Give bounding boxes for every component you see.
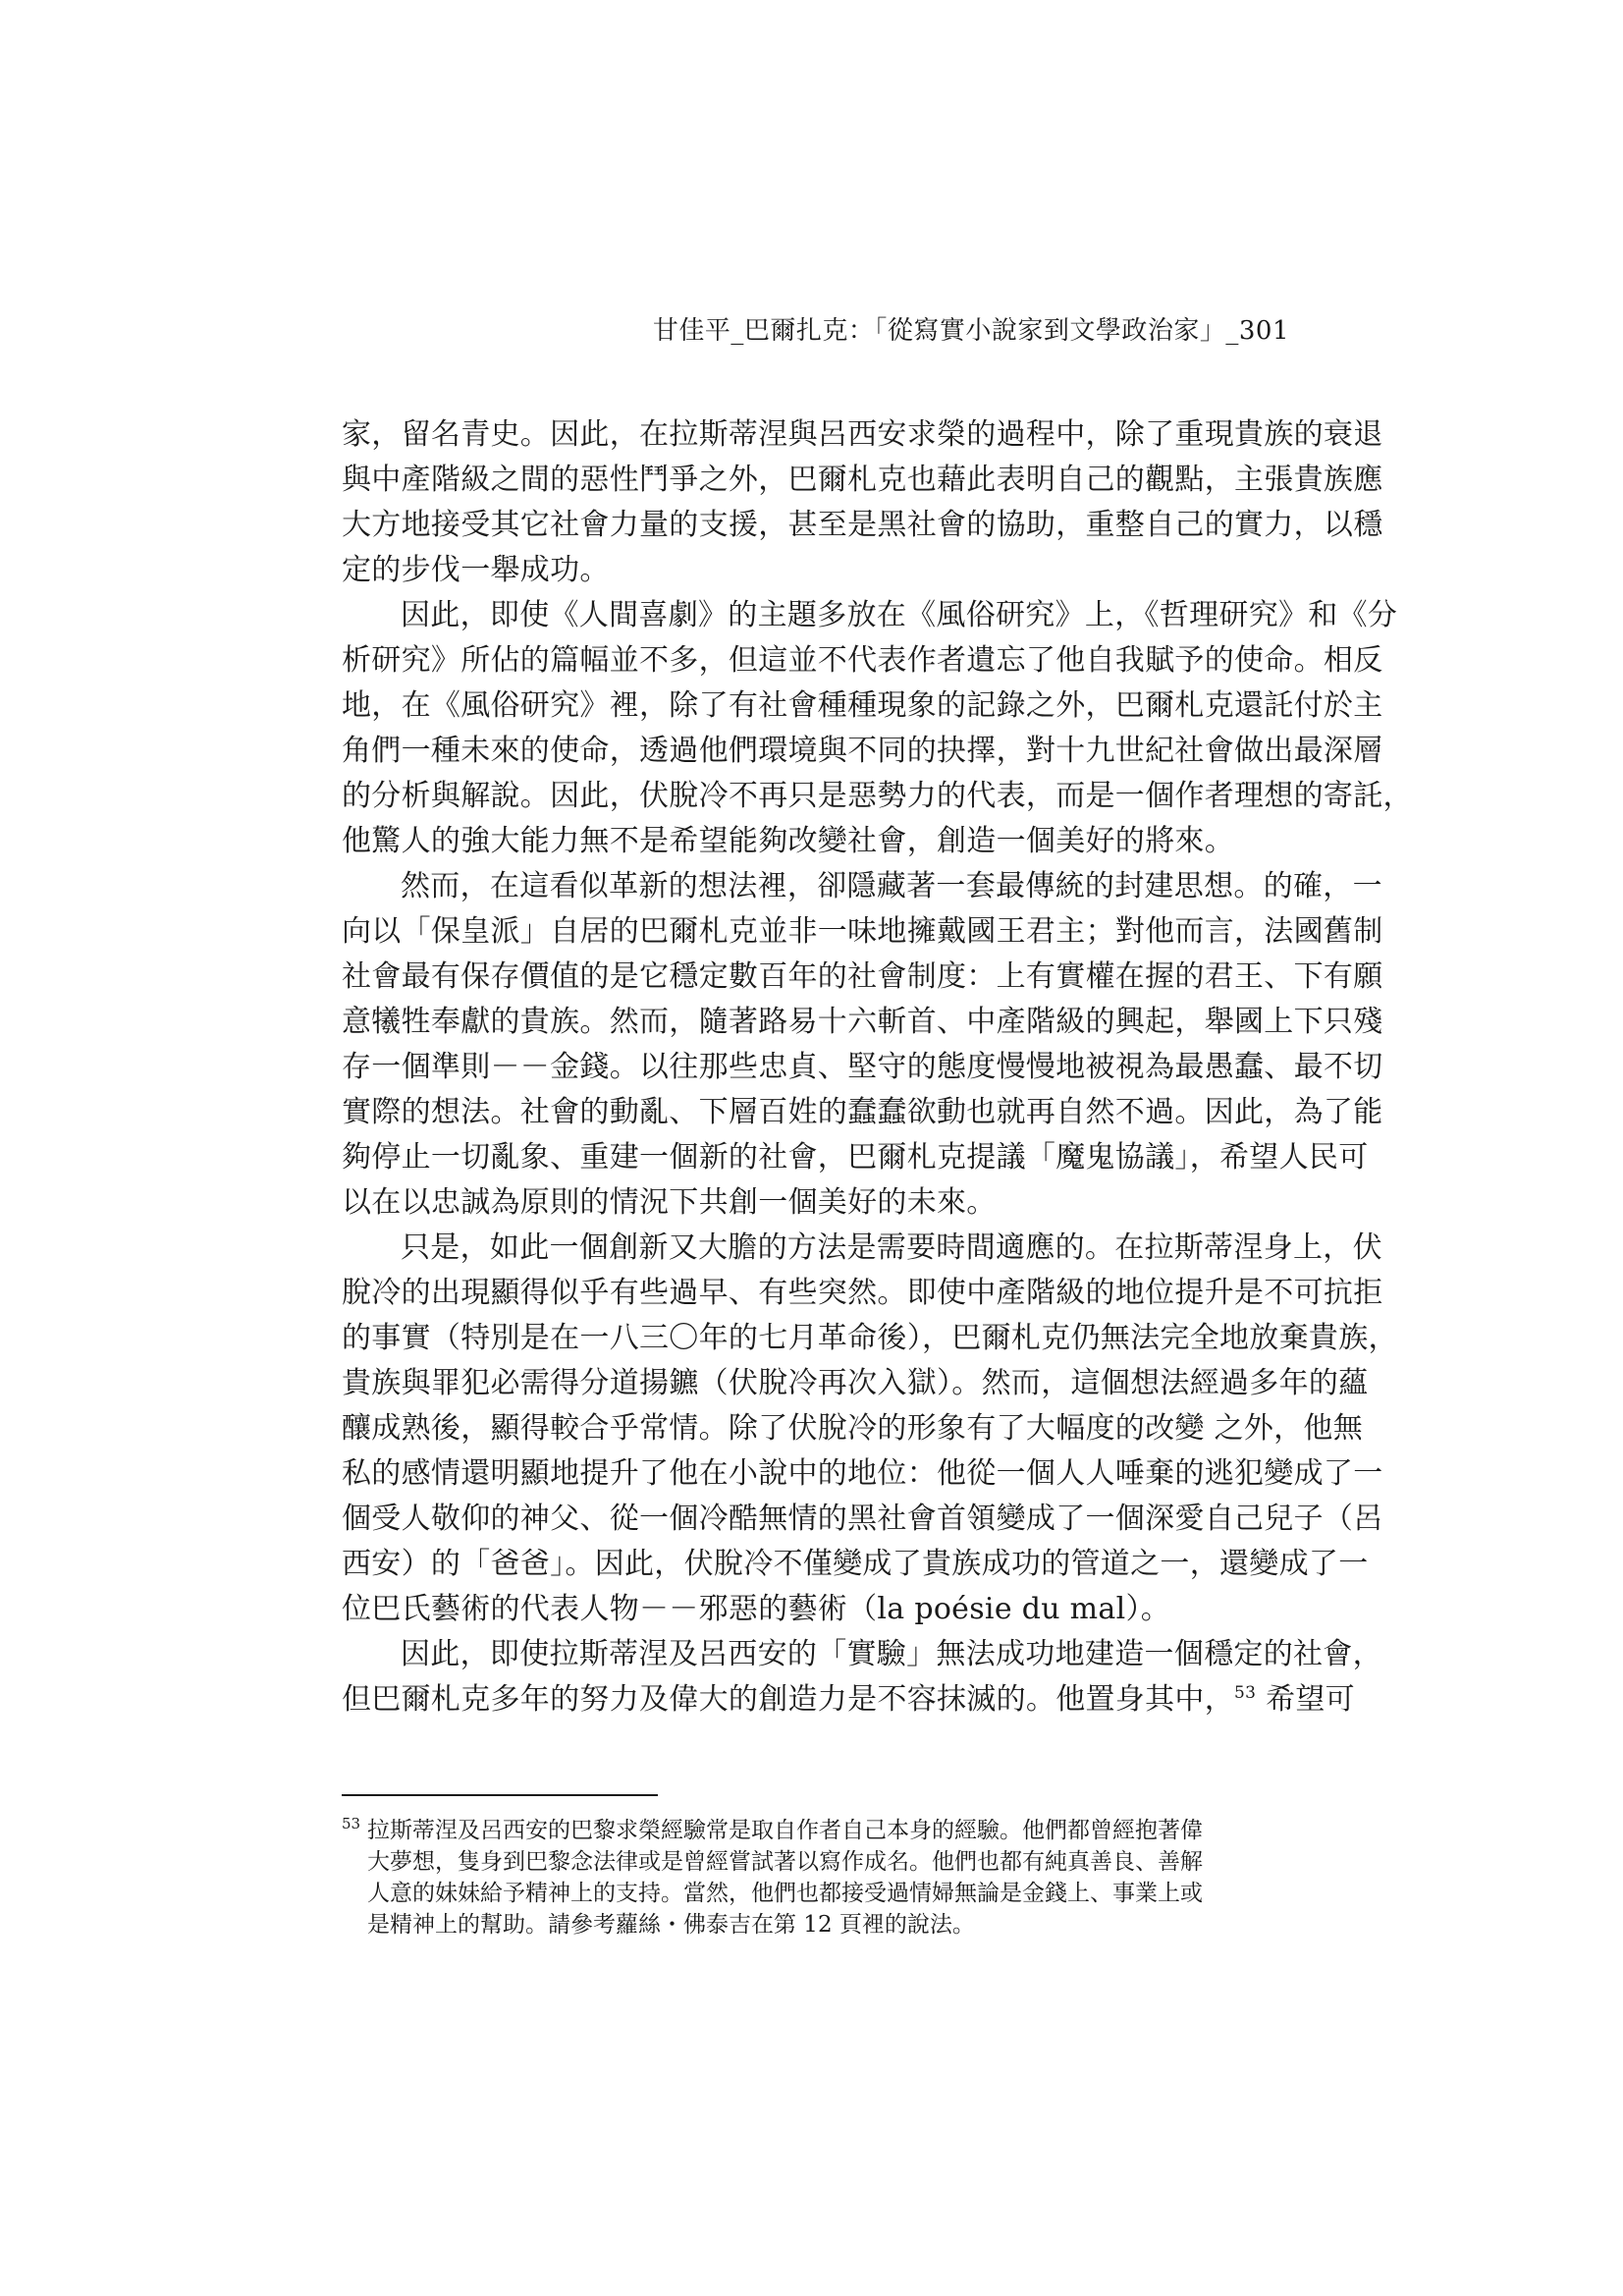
text-line: 貴族與罪犯必需得分道揚鑣（伏脫冷再次入獄）。然而，這個想法經過多年的蘊 — [342, 1366, 1369, 1400]
footnote-text: 拉斯蒂涅及呂西安的巴黎求榮經驗常是取自作者自己本身的經驗。他們都曾經抱著偉 — [367, 1818, 1203, 1843]
text-line: 他驚人的強大能力無不是希望能夠改變社會，創造一個美好的將來。 — [342, 824, 1234, 858]
text-line: 存一個準則－－金錢。以往那些忠貞、堅守的態度慢慢地被視為最愚蠢、最不切 — [342, 1050, 1383, 1084]
text-line: 向以「保皇派」自居的巴爾札克並非一味地擁戴國王君主；對他而言，法國舊制 — [342, 914, 1383, 949]
footnote-line: 53 拉斯蒂涅及呂西安的巴黎求榮經驗常是取自作者自己本身的經驗。他們都曾經抱著偉 — [342, 1815, 1203, 1843]
text-line: 因此，即使《人間喜劇》的主題多放在《風俗研究》上，《哲理研究》和《分 — [401, 598, 1398, 632]
text-line: 家，留名青史。因此，在拉斯蒂涅與呂西安求榮的過程中，除了重現貴族的衰退 — [342, 417, 1383, 452]
text-segment: 希望可 — [1256, 1682, 1355, 1717]
text-line: 只是，如此一個創新又大膽的方法是需要時間適應的。在拉斯蒂涅身上，伏 — [401, 1230, 1382, 1265]
text-line: 定的步伐一舉成功。 — [342, 553, 610, 587]
text-line — [342, 1677, 1355, 1722]
footnote-reference[interactable]: 53 — [1234, 1683, 1257, 1703]
text-line: 個受人敬仰的神父、從一個冷酷無情的黑社會首領變成了一個深愛自己兒子（呂 — [342, 1502, 1383, 1536]
text-line: 析研究》所佔的篇幅並不多，但這並不代表作者遺忘了他自我賦予的使命。相反 — [342, 643, 1383, 678]
footnote-line: 是精神上的幫助。請參考蘿絲・佛泰吉在第 12 頁裡的說法。 — [367, 1912, 975, 1938]
footnote-section — [342, 1815, 1284, 1941]
text-line: 的分析與解說。因此，伏脫冷不再只是惡勢力的代表，而是一個作者理想的寄託， — [342, 779, 1413, 813]
footnote-divider — [342, 1794, 658, 1796]
text-segment: 但巴爾札克多年的努力及偉大的創造力是不容抹滅的。他置身其中， — [342, 1682, 1234, 1717]
text-line: 以在以忠誠為原則的情況下共創一個美好的未來。 — [342, 1185, 997, 1220]
footnote-line: 大夢想，隻身到巴黎念法律或是曾經嘗試著以寫作成名。他們也都有純真善良、善解 — [367, 1849, 1203, 1875]
text-line: 脫冷的出現顯得似乎有些過早、有些突然。即使中產階級的地位提升是不可抗拒 — [342, 1276, 1383, 1310]
text-line: 然而，在這看似革新的想法裡，卻隱藏著一套最傳統的封建思想。的確，一 — [401, 869, 1382, 903]
text-line: 夠停止一切亂象、重建一個新的社會，巴爾札克提議「魔鬼協議」，希望人民可 — [342, 1140, 1369, 1175]
text-line: 釀成熟後，顯得較合乎常情。除了伏脫冷的形象有了大幅度的改變 之外，他無 — [342, 1411, 1364, 1446]
text-line: 大方地接受其它社會力量的支援，甚至是黑社會的協助，重整自己的實力，以穩 — [342, 508, 1383, 542]
text-line: 私的感情還明顯地提升了他在小說中的地位：他從一個人人唾棄的逃犯變成了一 — [342, 1456, 1383, 1491]
text-line: 與中產階級之間的惡性鬥爭之外，巴爾札克也藉此表明自己的觀點，主張貴族應 — [342, 463, 1383, 497]
text-line: 意犧牲奉獻的貴族。然而，隨著路易十六斬首、中產階級的興起，舉國上下只殘 — [342, 1005, 1383, 1039]
text-line: 角們一種未來的使命，透過他們環境與不同的抉擇，對十九世紀社會做出最深層 — [342, 734, 1383, 768]
text-line: 西安）的「爸爸」。因此，伏脫冷不僅變成了貴族成功的管道之一，還變成了一 — [342, 1547, 1369, 1581]
running-header: 甘佳平_巴爾扎克：「從寫實小說家到文學政治家」_301 — [652, 316, 1289, 346]
body-text — [342, 412, 1413, 1722]
text-line: 地，在《風俗研究》裡，除了有社會種種現象的記錄之外，巴爾札克還託付於主 — [342, 688, 1383, 723]
text-line: 社會最有保存價值的是它穩定數百年的社會制度：上有實權在握的君王、下有願 — [342, 959, 1383, 994]
text-line: 位巴氏藝術的代表人物－－邪惡的藝術（la poésie du mal）。 — [342, 1592, 1171, 1626]
footnote-line: 人意的妹妹給予精神上的支持。當然，他們也都接受過情婦無論是金錢上、事業上或 — [367, 1881, 1203, 1906]
text-line: 的事實（特別是在一八三〇年的七月革命後），巴爾札克仍無法完全地放棄貴族， — [342, 1321, 1398, 1355]
text-line: 實際的想法。社會的動亂、下層百姓的蠢蠢欲動也就再自然不過。因此，為了能 — [342, 1095, 1383, 1129]
text-line: 因此，即使拉斯蒂涅及呂西安的「實驗」無法成功地建造一個穩定的社會， — [401, 1637, 1382, 1671]
